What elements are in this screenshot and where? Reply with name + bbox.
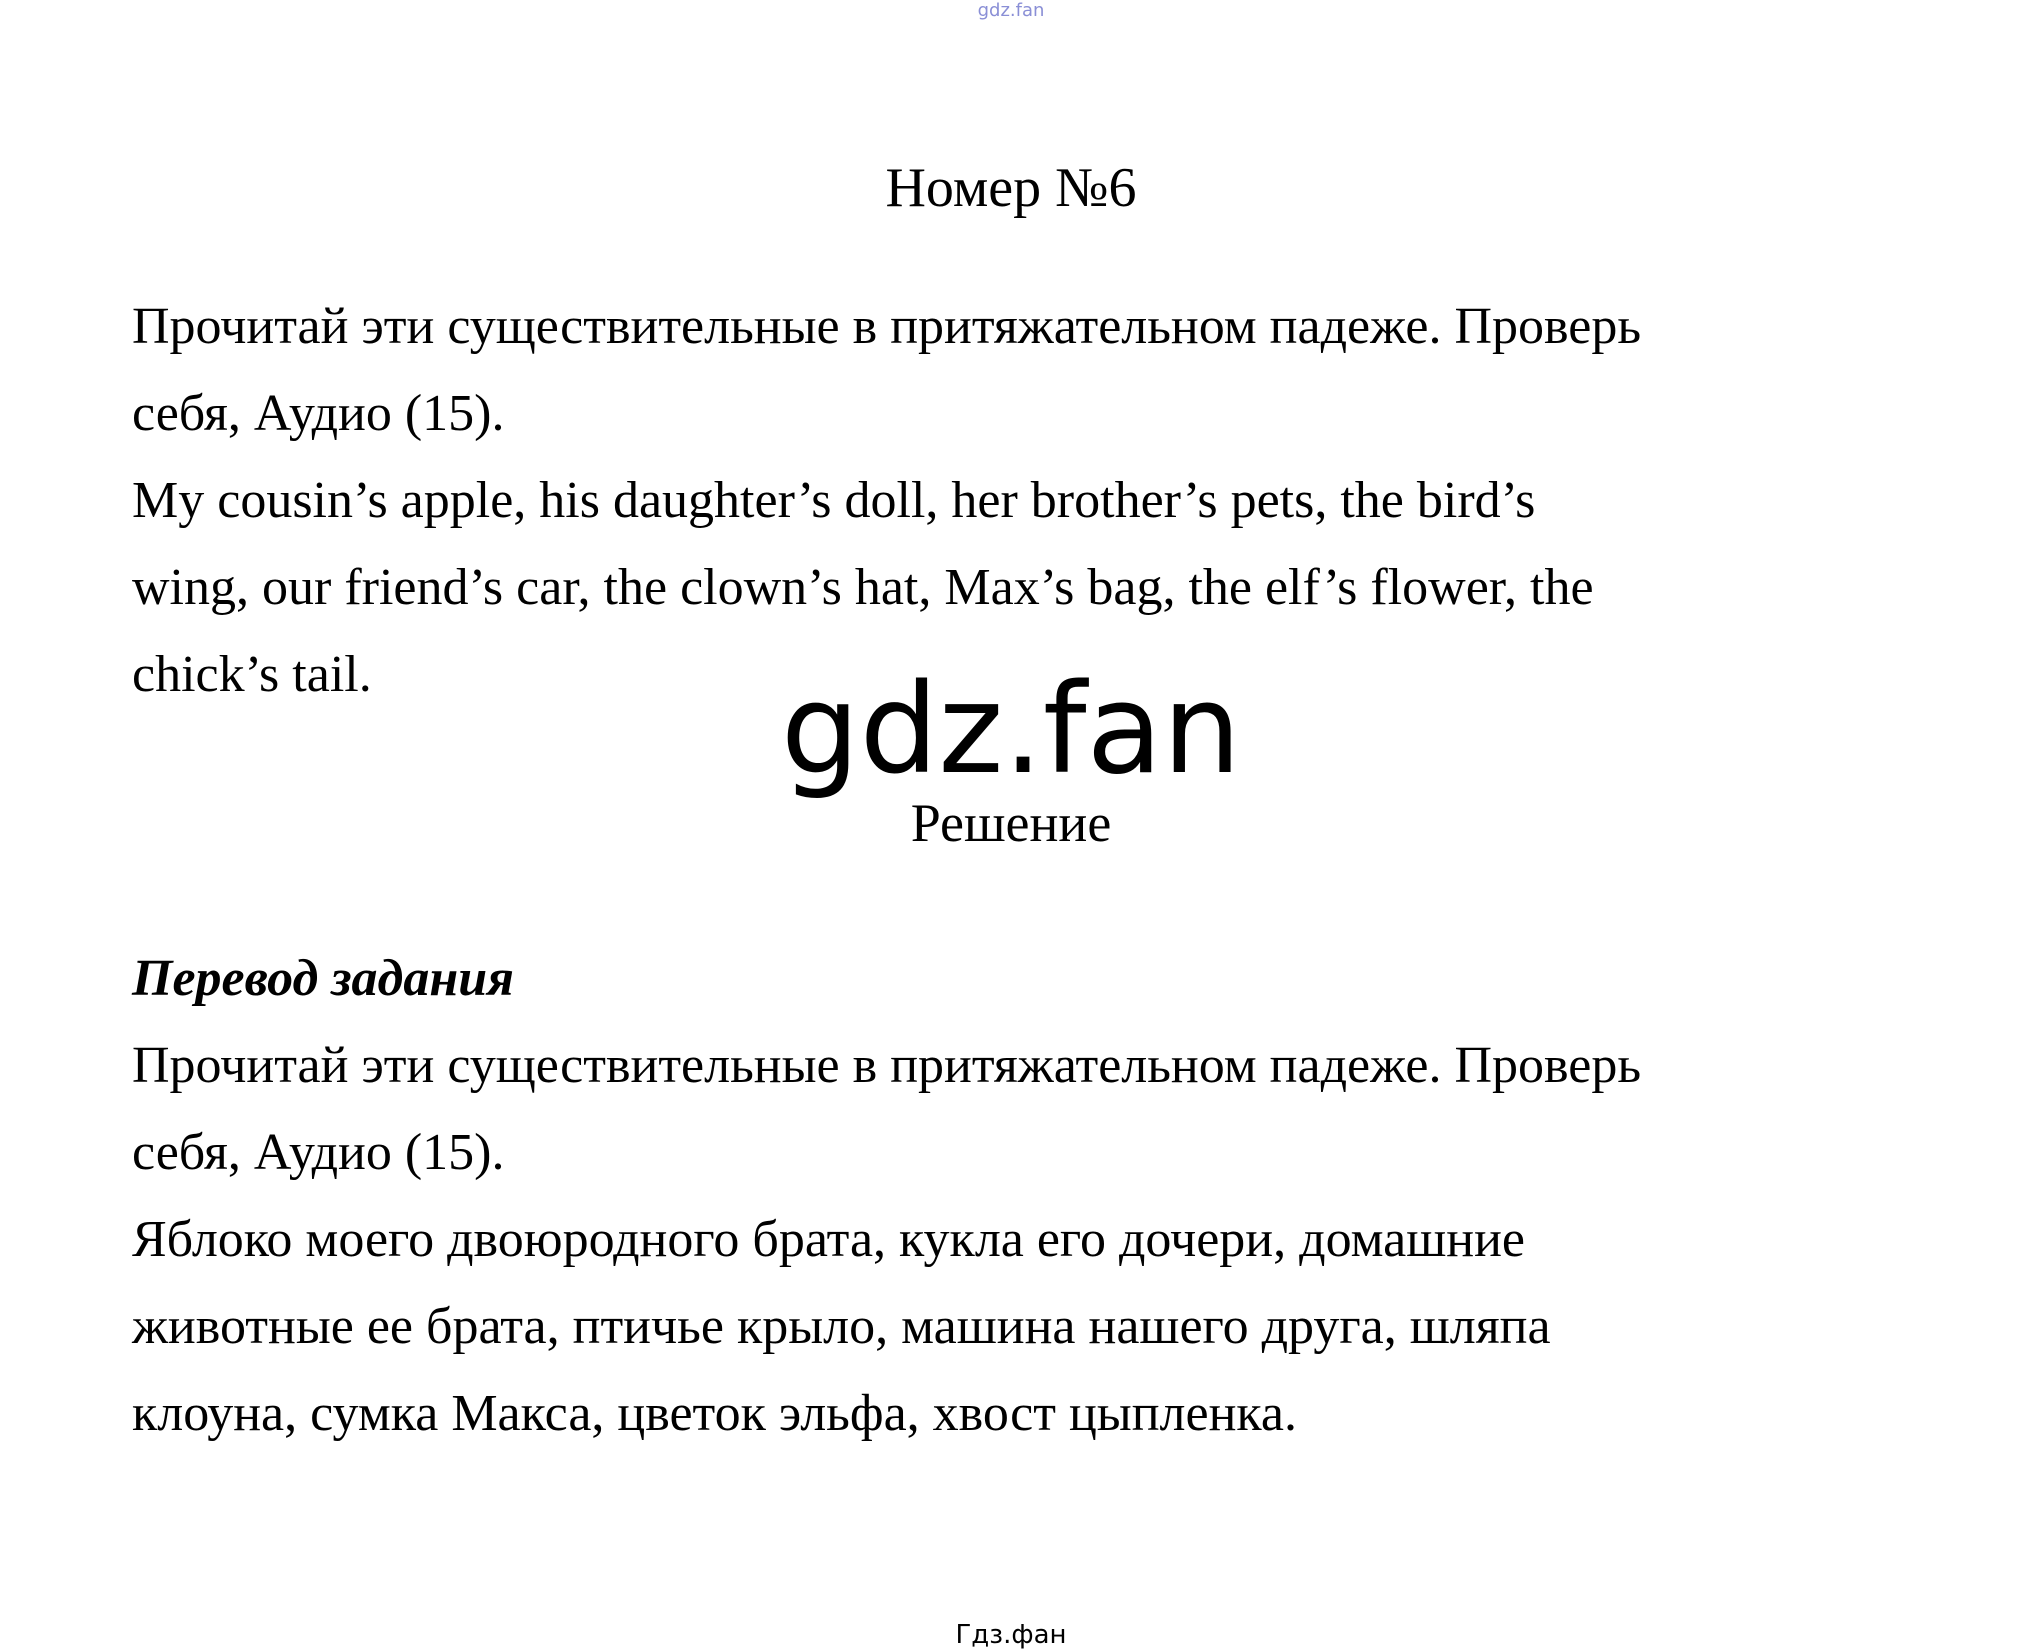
bottom-watermark: Гдз.фан <box>955 1620 1067 1650</box>
solution-label: Решение <box>910 793 1112 853</box>
task-line: wing, our friend’s car, the clown’s hat, Max’s bag, the elf’s flower, the <box>132 559 1594 616</box>
task-line: Прочитай эти существительные в притяжательном падеже. Проверь <box>132 298 1642 355</box>
task-line: My cousin’s apple, his daughter’s doll, her brother’s pets, the bird’s <box>132 472 1536 529</box>
task-text <box>132 283 1922 718</box>
site-logo-watermark: gdz.fan <box>780 658 1242 802</box>
top-watermark: gdz.fan <box>977 0 1045 21</box>
translation-line: животные ее брата, птичье крыло, машина нашего друга, шляпа <box>132 1298 1551 1355</box>
translation-heading: Перевод задания <box>132 950 514 1007</box>
task-line: chick’s tail. <box>132 646 372 703</box>
translation-line: Прочитай эти существительные в притяжательном падеже. Проверь <box>132 1037 1642 1094</box>
translation-line: клоуна, сумка Макса, цветок эльфа, хвост цыпленка. <box>132 1385 1297 1442</box>
translation-line: себя, Аудио (15). <box>132 1124 505 1181</box>
page-title: Номер №6 <box>885 157 1137 219</box>
translation-section <box>132 935 1922 1457</box>
task-line: себя, Аудио (15). <box>132 385 505 442</box>
translation-line: Яблоко моего двоюродного брата, кукла его дочери, домашние <box>132 1211 1526 1268</box>
